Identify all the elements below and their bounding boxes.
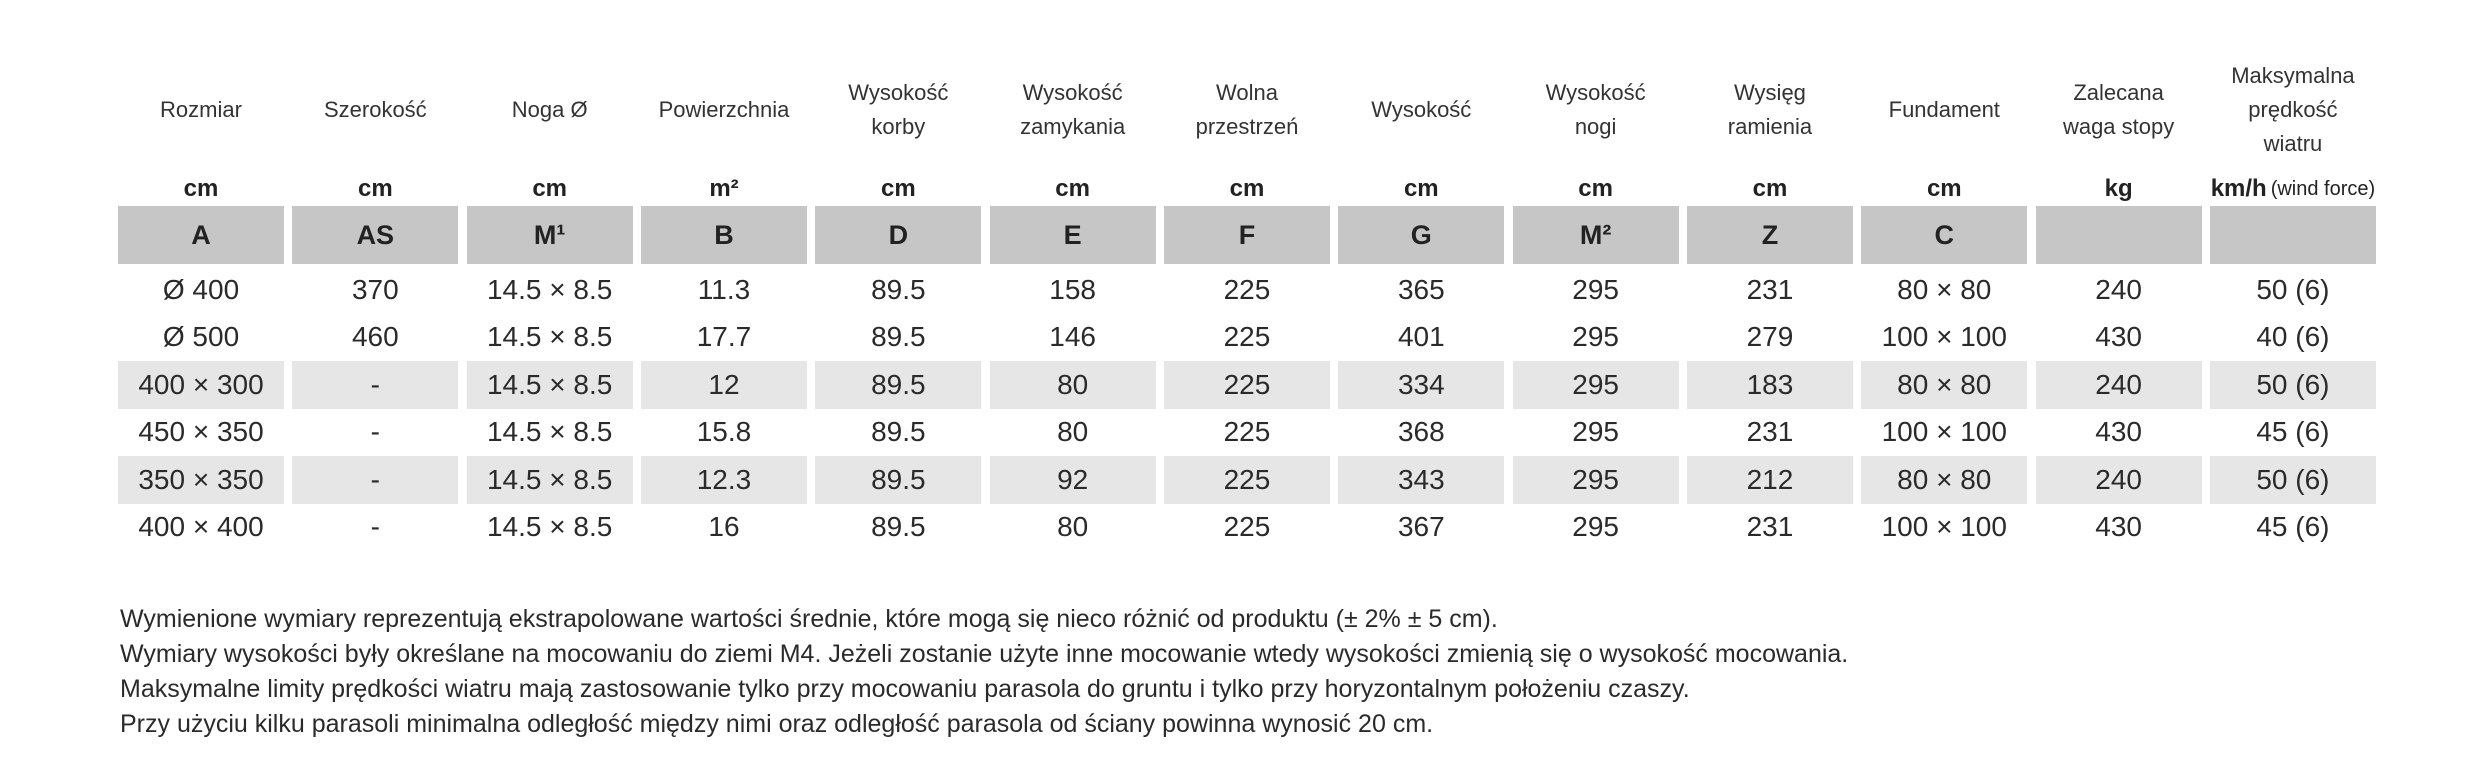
table-body: [118, 266, 2368, 551]
cell-wiatr: 45 (6): [2256, 511, 2330, 543]
cell-wolna-przestrzen: 225: [1223, 273, 1271, 305]
cell-noga: 14.5 × 8.5: [467, 361, 633, 409]
cell-wysokosc-zamykania: 80: [1057, 416, 1089, 448]
unit-row: [118, 174, 2376, 204]
header-wysieg-ramienia: Wysięg ramienia: [1727, 80, 1813, 139]
header-szerokosc: Szerokość: [323, 97, 427, 122]
wind-force-note: (wind force): [2270, 177, 2376, 200]
cell-wysokosc: 343: [1338, 456, 1504, 504]
table-row: [118, 409, 2368, 457]
table-row: [118, 314, 2368, 362]
letter-cell: D: [815, 206, 981, 264]
cell-waga: 240: [2036, 456, 2202, 504]
cell-wiatr: 40 (6): [2256, 321, 2330, 353]
cell-powierzchnia: 15.8: [696, 416, 752, 448]
cell-wysokosc-korby: 89.5: [871, 273, 926, 305]
cell-wolna-przestrzen: 225: [1223, 511, 1271, 543]
header-maks-predkosc: Maksymalna prędkość wiatru: [2231, 63, 2355, 156]
cell-szerokosc: -: [292, 361, 458, 409]
footnotes: [120, 602, 2420, 742]
cell-fundament: 80 × 80: [1861, 361, 2027, 409]
cell-waga: 240: [2095, 273, 2142, 305]
footnote: Wymienione wymiary reprezentują ekstrapolowane wartości średnie, które mogą się nieco różnić od produktu (± 2% ± 5 cm).: [120, 605, 1498, 633]
unit-cell: cm: [1578, 175, 1613, 202]
cell-wolna-przestrzen: 225: [1164, 456, 1330, 504]
cell-fundament: 100 × 100: [1881, 511, 2007, 543]
cell-powierzchnia: 16: [708, 511, 740, 543]
unit-cell: cm: [1926, 175, 1962, 202]
cell-wolna-przestrzen: 225: [1223, 321, 1271, 353]
cell-wysokosc-nogi: 295: [1572, 273, 1619, 305]
letter-cell: M²: [1513, 206, 1679, 264]
header-wysokosc-zamykania: Wysokość zamykania: [1020, 80, 1126, 139]
cell-wysokosc-korby: 89.5: [815, 361, 981, 409]
unit-cell: cm: [1229, 175, 1265, 202]
cell-wysokosc-nogi: 295: [1572, 321, 1619, 353]
unit-cell: cm: [532, 175, 567, 202]
cell-powierzchnia: 12.3: [641, 456, 807, 504]
cell-noga: 14.5 × 8.5: [486, 273, 613, 305]
cell-wysokosc-zamykania: 92: [990, 456, 1156, 504]
letter-row: [118, 206, 2368, 264]
cell-wysokosc: 365: [1397, 273, 1445, 305]
cell-powierzchnia: 17.7: [696, 321, 752, 353]
cell-noga: 14.5 × 8.5: [486, 416, 613, 448]
cell-wysieg: 231: [1746, 416, 1794, 448]
cell-powierzchnia: 11.3: [697, 273, 751, 305]
cell-fundament: 80 × 80: [1897, 273, 1992, 305]
cell-wolna-przestrzen: 225: [1164, 361, 1330, 409]
footnote: Wymiary wysokości były określane na mocowaniu do ziemi M4. Jeżeli zostanie użyte inne mocowanie wtedy wysokości zmienią się o wysokość mocowania.: [120, 640, 1849, 668]
cell-wysieg: 231: [1746, 273, 1794, 305]
header-powierzchnia: Powierzchnia: [658, 97, 790, 122]
cell-wysokosc-nogi: 295: [1513, 456, 1679, 504]
letter-cell: AS: [292, 206, 458, 264]
cell-wiatr: 50 (6): [2210, 361, 2376, 409]
unit-cell: cm: [1403, 175, 1439, 202]
cell-szerokosc: 370: [351, 273, 399, 305]
letter-cell: G: [1338, 206, 1504, 264]
cell-powierzchnia: 12: [641, 361, 807, 409]
cell-fundament: 80 × 80: [1861, 456, 2027, 504]
letter-cell: Z: [1687, 206, 1853, 264]
letter-cell: [2210, 206, 2376, 264]
cell-wysokosc-zamykania: 80: [1057, 511, 1089, 543]
header-zalecana-waga: Zalecana waga stopy: [2062, 80, 2175, 139]
cell-szerokosc: -: [292, 456, 458, 504]
cell-noga: 14.5 × 8.5: [486, 321, 613, 353]
unit-cell: cm: [1055, 175, 1090, 202]
cell-wysieg: 212: [1687, 456, 1853, 504]
unit-cell-wind: [2210, 174, 2376, 204]
cell-waga: 240: [2036, 361, 2202, 409]
unit-cell: cm: [880, 175, 916, 202]
cell-wysokosc-zamykania: 80: [990, 361, 1156, 409]
cell-wysokosc-zamykania: 158: [1049, 273, 1096, 305]
cell-fundament: 100 × 100: [1881, 416, 2007, 448]
cell-szerokosc: 460: [351, 321, 399, 353]
cell-wysokosc-nogi: 295: [1572, 416, 1619, 448]
cell-wiatr: 50 (6): [2256, 273, 2330, 305]
cell-noga: 14.5 × 8.5: [486, 511, 613, 543]
table-row: [118, 504, 2368, 552]
cell-rozmiar: 400 × 300: [118, 361, 284, 409]
cell-rozmiar: 350 × 350: [118, 456, 284, 504]
letter-cell: F: [1164, 206, 1330, 264]
cell-wysokosc-zamykania: 146: [1049, 321, 1096, 353]
letter-cell: B: [641, 206, 807, 264]
header-noga: Noga Ø: [511, 97, 588, 122]
header-wysokosc-nogi: Wysokość nogi: [1545, 80, 1646, 139]
header-rozmiar: Rozmiar: [160, 97, 242, 122]
letter-cell: [2036, 206, 2202, 264]
footnote: Maksymalne limity prędkości wiatru mają zastosowanie tylko przy mocowaniu parasola do gruntu i tylko przy horyzontalnym położeniu czaszy.: [120, 675, 1690, 703]
header-row: [118, 52, 2368, 168]
header-wolna-przestrzen: Wolna przestrzeń: [1195, 80, 1299, 139]
cell-rozmiar: 450 × 350: [138, 416, 264, 448]
table-row: [118, 266, 2368, 314]
letter-cell: M¹: [467, 206, 633, 264]
header-fundament: Fundament: [1888, 97, 2000, 122]
table-row: [118, 361, 2368, 409]
cell-noga: 14.5 × 8.5: [467, 456, 633, 504]
unit-cell: cm: [357, 175, 393, 202]
cell-fundament: 100 × 100: [1881, 321, 2007, 353]
cell-wysieg: 231: [1746, 511, 1794, 543]
cell-szerokosc: -: [370, 416, 380, 448]
header-wysokosc-korby: Wysokość korby: [848, 80, 949, 139]
unit-cell: cm: [183, 175, 219, 202]
cell-wysokosc-nogi: 295: [1513, 361, 1679, 409]
cell-wysokosc: 401: [1397, 321, 1445, 353]
cell-waga: 430: [2095, 321, 2142, 353]
letter-cell: A: [118, 206, 284, 264]
cell-szerokosc: -: [370, 511, 380, 543]
unit-cell: m²: [709, 175, 739, 202]
spec-table: [118, 52, 2376, 551]
letter-cell: E: [990, 206, 1156, 264]
cell-wysokosc: 368: [1397, 416, 1445, 448]
cell-wysieg: 279: [1746, 321, 1794, 353]
footnote: Przy użyciu kilku parasoli minimalna odległość między nimi oraz odległość parasola od ściany powinna wynosić 20 cm.: [120, 710, 1434, 738]
cell-wysokosc: 367: [1397, 511, 1445, 543]
cell-rozmiar: Ø 500: [162, 321, 240, 353]
cell-wolna-przestrzen: 225: [1223, 416, 1271, 448]
header-wysokosc: Wysokość: [1371, 97, 1472, 122]
cell-rozmiar: Ø 400: [162, 273, 240, 305]
table-row: [118, 456, 2368, 504]
cell-wiatr: 50 (6): [2210, 456, 2376, 504]
cell-wysokosc: 334: [1338, 361, 1504, 409]
letter-cell: C: [1861, 206, 2027, 264]
cell-wysieg: 183: [1687, 361, 1853, 409]
cell-waga: 430: [2095, 416, 2142, 448]
cell-rozmiar: 400 × 400: [138, 511, 264, 543]
cell-wysokosc-nogi: 295: [1572, 511, 1619, 543]
cell-wysokosc-korby: 89.5: [871, 321, 926, 353]
unit-cell: kg: [2104, 175, 2133, 202]
cell-wysokosc-korby: 89.5: [815, 456, 981, 504]
cell-wysokosc-korby: 89.5: [871, 416, 926, 448]
cell-waga: 430: [2095, 511, 2142, 543]
cell-wiatr: 45 (6): [2256, 416, 2330, 448]
unit-kmh: km/h: [2210, 175, 2267, 202]
unit-cell: cm: [1752, 175, 1788, 202]
cell-wysokosc-korby: 89.5: [871, 511, 926, 543]
